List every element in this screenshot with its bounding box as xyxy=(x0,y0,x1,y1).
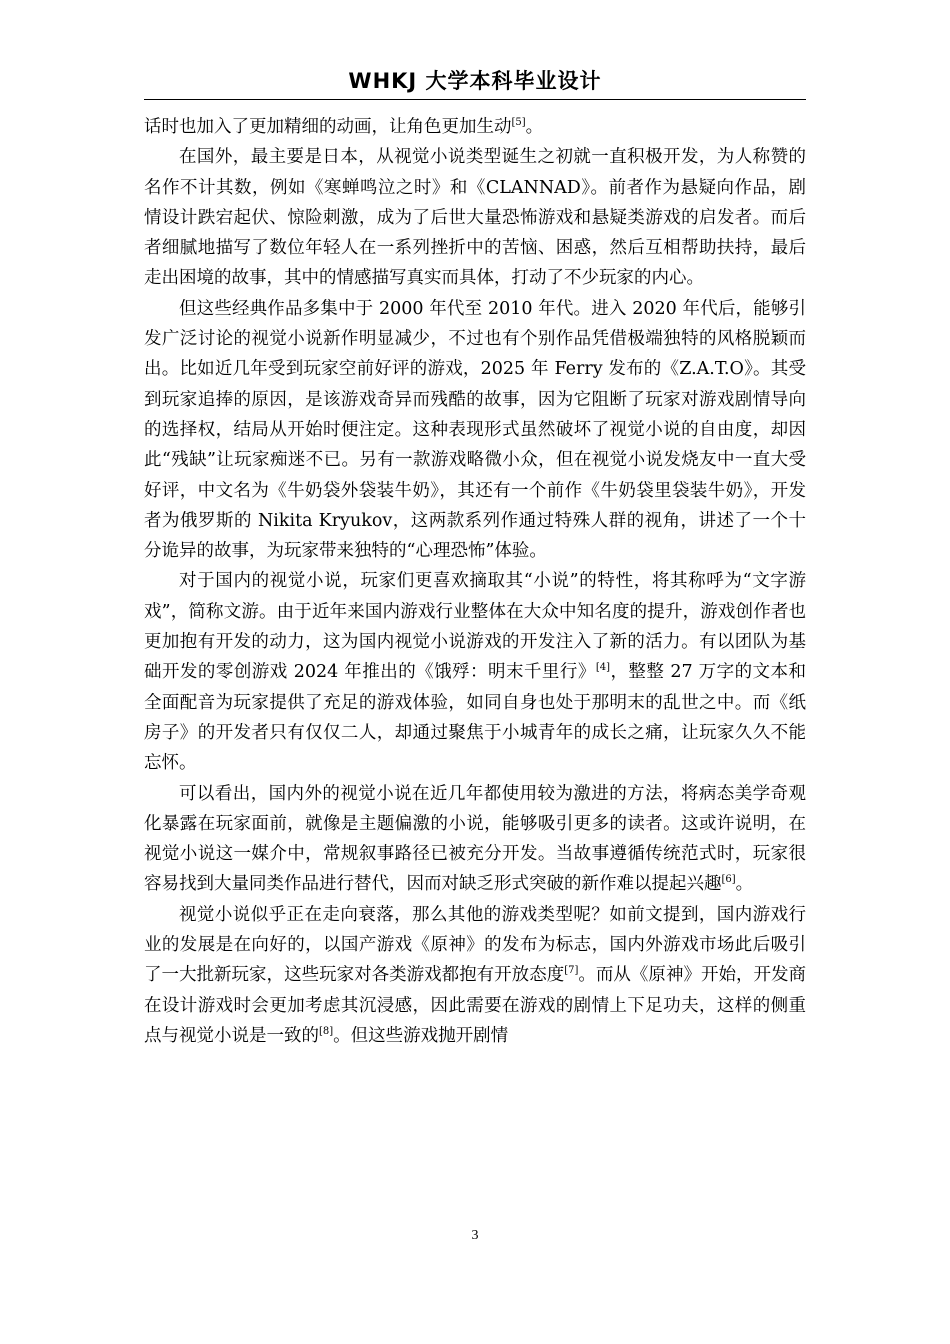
paragraph xyxy=(144,566,806,778)
text-run: 视觉小说似乎正在走向衰落，那么其他的游戏类型呢？如前文提到，国内游戏行业的发展是在向好的，以国产游戏《原神》的发布为标志，国内外游戏市场此后吸引了一大批新玩家，这些玩家对各类游戏都抱有开放态度 xyxy=(144,904,806,986)
text-run: ，整整 27 万字的文本和全面配音为玩家提供了充足的游戏体验，如同自身也处于那明末的乱世之中。而《纸房子》的开发者只有仅仅二人，却通过聚焦于小城青年的成长之痛，让玩家久久不能忘怀。 xyxy=(144,662,806,774)
text-run: 。但这些游戏抛开剧情 xyxy=(333,1025,509,1046)
citation-ref: [5] xyxy=(511,117,526,128)
page-header-title: WHKJ 大学本科毕业设计 xyxy=(348,69,602,93)
text-run: 对于国内的视觉小说，玩家们更喜欢摘取其“小说”的特性，将其称呼为“文字游戏”，简称文游。由于近年来国内游戏行业整体在大众中知名度的提升，游戏创作者也更加抱有开发的动力，这为国内视觉小说游戏的开发注入了新的活力。有以团队为基础开发的零创游戏 2024 年推出的《饿殍：明末千里行》 xyxy=(144,571,806,683)
citation-ref: [6] xyxy=(721,874,736,886)
paragraph xyxy=(144,294,806,567)
paragraph-continued xyxy=(144,112,806,142)
text-run: 。 xyxy=(525,117,544,137)
citation-ref: [4] xyxy=(595,662,610,674)
text-run: 在国外，最主要是日本，从视觉小说类型诞生之初就一直积极开发，为人称赞的名作不计其数，例如《寒蝉鸣泣之时》和《CLANNAD》。前者作为悬疑向作品，剧情设计跌宕起伏、惊险刺激，成为了后世大量恐怖游戏和悬疑类游戏的启发者。而后者细腻地描写了数位年轻人在一系列挫折中的苦恼、困惑，然后互相帮助扶持，最后走出困境的故事，其中的情感描写真实而具体，打动了不少玩家的内心。 xyxy=(144,147,806,289)
header-divider xyxy=(144,99,806,100)
text-run: 可以看出，国内外的视觉小说在近几年都使用较为激进的方法，将病态美学奇观化暴露在玩家面前，就像是主题偏激的小说，能够吸引更多的读者。这或许说明，在视觉小说这一媒介中，常规叙事路径已被充分开发。当故事遵循传统范式时，玩家很容易找到大量同类作品进行替代，因而对缺乏形式突破的新作难以提起兴趣 xyxy=(144,783,806,895)
citation-ref: [8] xyxy=(319,1025,334,1037)
text-run: 。 xyxy=(735,874,754,895)
paragraph xyxy=(144,142,806,293)
body-text xyxy=(144,112,806,1051)
text-run: 但这些经典作品多集中于 2000 年代至 2010 年代。进入 2020 年代后，能够引发广泛讨论的视觉小说新作明显减少，不过也有个别作品凭借极端独特的风格脱颖而出。比如近几年受到玩家空前好评的游戏，2025 年 Ferry 发布的《Z.A.T.O》。其受到玩家追捧的原因，是该游戏奇异而残酷的故事，因为它阻断了玩家对游戏剧情导向的选择权，结局从开始时便注定。这种表现形式虽然破坏了视觉小说的自由度，却因此“残缺”让玩家痴迷不已。另有一款游戏略微小众，但在视觉小说发烧友中一直大受好评，中文名为《牛奶袋外袋装牛奶》，其还有一个前作《牛奶袋里袋装牛奶》，开发者为俄罗斯的 Nikita Kryukov，这两款系列作通过特殊人群的视角，讲述了一个十分诡异的故事，为玩家带来独特的“心理恐怖”体验。 xyxy=(144,298,806,562)
paragraph xyxy=(144,779,806,900)
text-run: 话时也加入了更加精细的动画，让角色更加生动 xyxy=(144,117,512,137)
text-run: 。而从《原神》开始，开发商在设计游戏时会更加考虑其沉浸感，因此需要在游戏的剧情上下足功夫，这样的侧重点与视觉小说是一致的 xyxy=(144,965,807,1046)
page-number: 3 xyxy=(471,1228,479,1243)
paragraph xyxy=(144,900,806,1051)
citation-ref: [7] xyxy=(564,965,579,977)
